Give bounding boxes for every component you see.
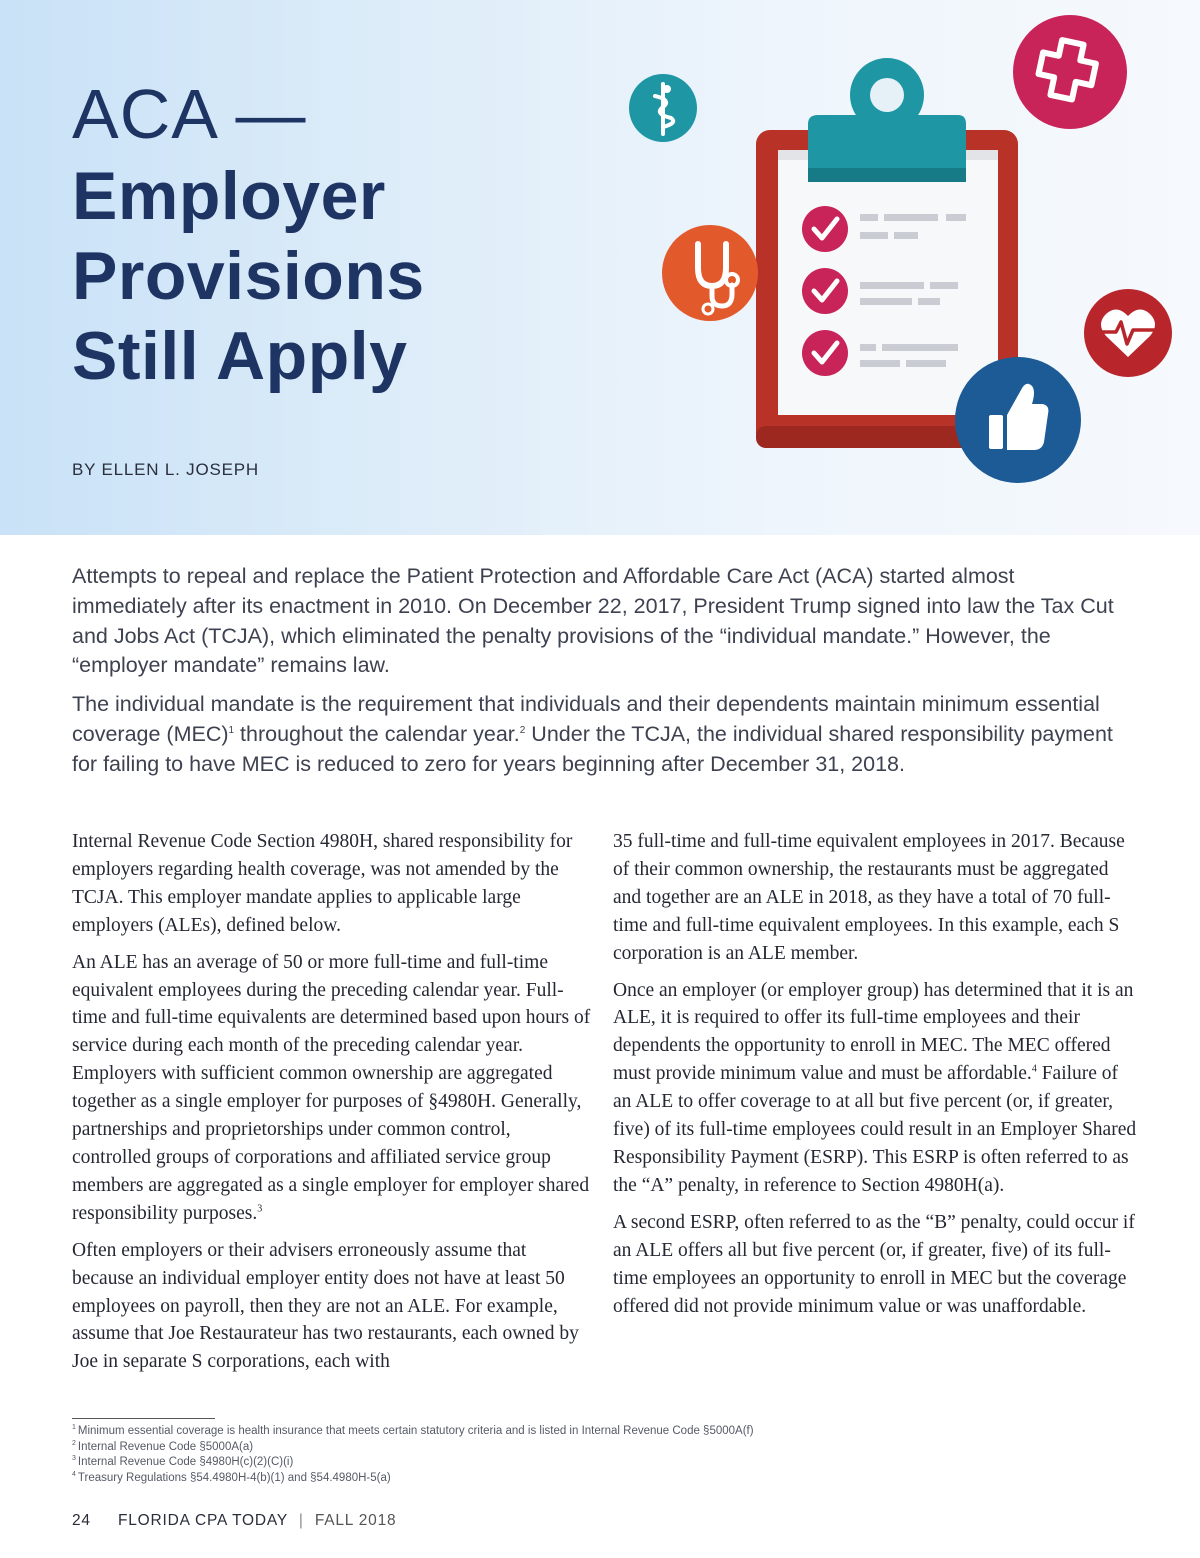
intro-paragraph-1: Attempts to repeal and replace the Patient Protection and Affordable Care Act (ACA) started almost immediately after its enactment in 2010. On December 22, 2017, President Trump signed into law the Tax Cut and Jobs Act (TCJA), which eliminated the penalty provisions of the “individual mandate.” However, the “employer mandate” remains law. bbox=[72, 564, 1114, 678]
article-title bbox=[72, 72, 425, 396]
thumbs-up-icon bbox=[955, 357, 1081, 483]
title-line-4: Still Apply bbox=[72, 318, 408, 394]
medical-cross-icon bbox=[1013, 15, 1127, 129]
body-paragraph: An ALE has an average of 50 or more full-time and full-time equivalent employees during the preceding calendar year. Full-time and full-time equivalents are determined based upon hours of service during each month of the preceding calendar year. Employers with sufficient common ownership are aggregated together as a single employer for purposes of §4980H. Generally, partnerships and proprietorships under common control, controlled groups of corporations and affiliated service group members are aggregated as a single employer for employer shared responsibility purposes.$^3$ bbox=[72, 951, 591, 1224]
intro-paragraph-2: The individual mandate is the requirement that individuals and their dependents maintain minimum essential coverage (MEC)$^1$ throughout the calendar year.$^2$ Under the TCJA, the individual shared responsibility payment for failing to have MEC is reduced to zero for years beginning after December 31, 2018. bbox=[72, 692, 1113, 776]
title-line-2: Employer bbox=[72, 158, 386, 234]
body-column-left bbox=[72, 828, 592, 1385]
body-paragraph: Internal Revenue Code Section 4980H, shared responsibility for employers regarding health coverage, was not amended by the TCJA. This employer mandate applies to applicable large employers (ALEs), defined below. bbox=[72, 831, 573, 936]
healthcare-illustration bbox=[600, 0, 1200, 535]
hero-banner bbox=[0, 0, 1200, 535]
article-intro bbox=[72, 562, 1132, 789]
title-line-3: Provisions bbox=[72, 238, 425, 314]
footnote-divider bbox=[72, 1418, 215, 1419]
byline: BY ELLEN L. JOSEPH bbox=[72, 460, 259, 479]
body-paragraph: Once an employer (or employer group) has determined that it is an ALE, it is required to offer its full-time employees and their dependents the opportunity to enroll in MEC. The MEC offered must provide minimum value and must be affordable.$^4$ Failure of an ALE to offer coverage to at all but five percent (or, if greater, five) of its full-time employees could result in an Employer Shared Responsibility Payment (ESRP). This ESRP is often referred to as the “A” penalty, in reference to Section 4980H(a). bbox=[613, 979, 1137, 1196]
body-column-right bbox=[613, 828, 1138, 1329]
page-footer bbox=[72, 1512, 396, 1530]
footnote-item: $^4$ Treasury Regulations §54.4980H-4(b)(1) and §54.4980H-5(a) bbox=[72, 1470, 391, 1484]
footnote-item: $^1$ Minimum essential coverage is health insurance that meets certain statutory criteria and is listed in Internal Revenue Code §5000A(f) bbox=[72, 1424, 754, 1437]
caduceus-icon bbox=[629, 74, 697, 142]
publication-name: FLORIDA CPA TODAY bbox=[117, 1512, 288, 1529]
heartbeat-icon bbox=[1084, 289, 1172, 377]
page-number: 24 bbox=[72, 1512, 91, 1529]
footnote-ref[interactable]: 1 bbox=[228, 724, 235, 736]
footnote-item: $^3$ Internal Revenue Code §4980H(c)(2)(C)(i) bbox=[72, 1455, 294, 1469]
body-paragraph: Often employers or their advisers erroneously assume that because an individual employer entity does not have at least 50 employees on payroll, then they are not an ALE. For example, assume that Joe Restaurateur has two restaurants, each owned by Joe in separate S corporations, each with bbox=[72, 1239, 579, 1373]
footnote-ref[interactable]: 4 bbox=[1031, 1063, 1037, 1075]
footnote-item: $^2$ Internal Revenue Code §5000A(a) bbox=[72, 1439, 254, 1453]
issue-label: FALL 2018 bbox=[314, 1512, 397, 1529]
body-paragraph: A second ESRP, often referred to as the “B” penalty, could occur if an ALE offers all but five percent (or, if greater, five) of its full-time employees an opportunity to enroll in MEC but the coverage offered did not provide minimum value or was unaffordable. bbox=[613, 1211, 1135, 1317]
footnote-ref[interactable]: 3 bbox=[257, 1203, 263, 1215]
footnotes bbox=[72, 1424, 754, 1486]
title-line-1: ACA — bbox=[72, 75, 307, 153]
stethoscope-icon bbox=[662, 225, 758, 321]
body-paragraph: 35 full-time and full-time equivalent employees in 2017. Because of their common ownership, the restaurants must be aggregated and together are an ALE in 2018, as they have a total of 70 full-time and full-time equivalent employees. In this example, each S corporation is an ALE member. bbox=[613, 831, 1125, 964]
footnote-ref[interactable]: 2 bbox=[519, 724, 526, 736]
footer-separator: | bbox=[298, 1512, 304, 1529]
